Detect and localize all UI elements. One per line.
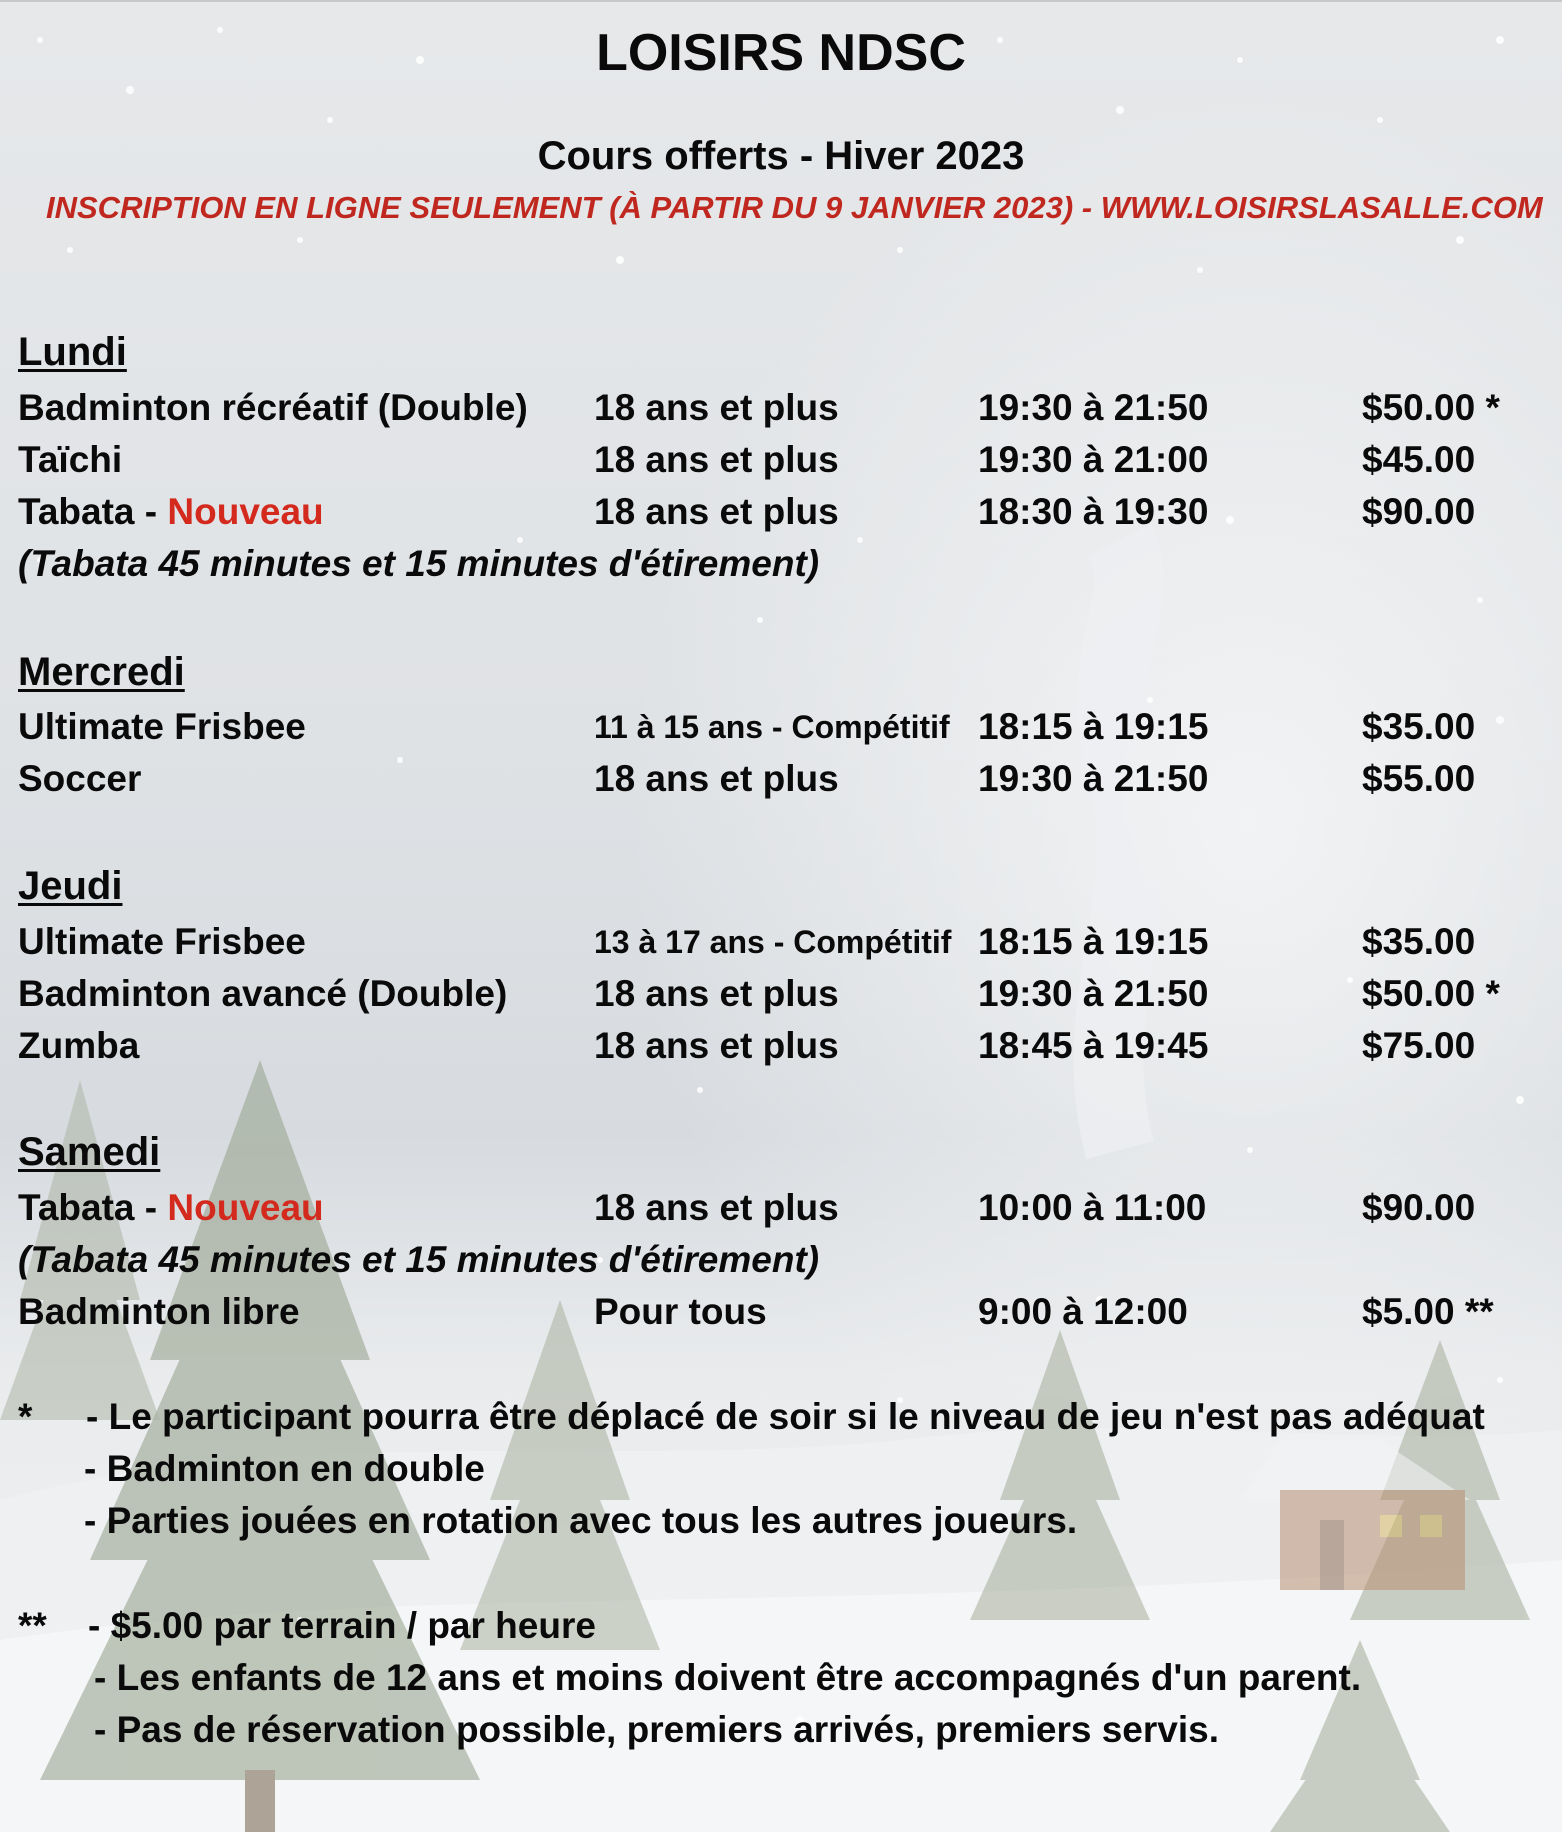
- price: $5.00 **: [1362, 1291, 1494, 1332]
- day-heading-jeudi: Jeudi: [18, 864, 123, 908]
- price: $50.00 *: [1362, 973, 1500, 1014]
- price: $35.00: [1362, 706, 1476, 747]
- activity-name: Tabata -: [18, 1187, 168, 1228]
- price: $75.00: [1362, 1025, 1476, 1066]
- price: $35.00: [1362, 921, 1476, 962]
- age-group: 13 à 17 ans - Compétitif: [594, 924, 952, 960]
- age-group: 18 ans et plus: [594, 439, 839, 480]
- schedule-time: 19:30 à 21:50: [978, 973, 1209, 1014]
- price: $50.00 *: [1362, 387, 1500, 428]
- price: $90.00: [1362, 491, 1476, 532]
- age-group: Pour tous: [594, 1291, 767, 1332]
- page-title: LOISIRS NDSC: [596, 24, 966, 82]
- age-group: 11 à 15 ans - Compétitif: [594, 709, 950, 745]
- age-group: 18 ans et plus: [594, 387, 839, 428]
- schedule-time: 19:30 à 21:50: [978, 387, 1209, 428]
- activity-name: Badminton avancé (Double): [18, 973, 508, 1014]
- footnote-line: - Les enfants de 12 ans et moins doivent être accompagnés d'un parent.: [94, 1657, 1362, 1698]
- age-group: 18 ans et plus: [594, 758, 839, 799]
- footnote-line: - $5.00 par terrain / par heure: [88, 1605, 596, 1646]
- activity-name: Badminton libre: [18, 1291, 300, 1332]
- age-group: 18 ans et plus: [594, 973, 839, 1014]
- activity-name: Soccer: [18, 758, 142, 799]
- activity-name: Ultimate Frisbee: [18, 921, 306, 962]
- activity-name-with-tag: [18, 490, 324, 534]
- registration-notice: INSCRIPTION EN LIGNE SEULEMENT (À PARTIR DU 9 JANVIER 2023) - WWW.LOISIRSLASALLE.COM: [46, 190, 1543, 225]
- schedule-time: 18:15 à 19:15: [978, 706, 1209, 747]
- activity-name: Badminton récréatif (Double): [18, 387, 528, 428]
- activity-name: Tabata -: [18, 491, 168, 532]
- price: $45.00: [1362, 439, 1476, 480]
- schedule-time: 10:00 à 11:00: [978, 1187, 1207, 1228]
- price: $55.00: [1362, 758, 1476, 799]
- age-group: 18 ans et plus: [594, 491, 839, 532]
- schedule-time: 9:00 à 12:00: [978, 1291, 1188, 1332]
- day-heading-mercredi: Mercredi: [18, 650, 185, 694]
- activity-note: (Tabata 45 minutes et 15 minutes d'étirement): [18, 1239, 820, 1280]
- age-group: 18 ans et plus: [594, 1187, 839, 1228]
- footnote-marker: **: [18, 1605, 47, 1646]
- day-heading-samedi: Samedi: [18, 1130, 161, 1174]
- schedule-time: 19:30 à 21:50: [978, 758, 1209, 799]
- page-subtitle: Cours offerts - Hiver 2023: [537, 134, 1025, 178]
- schedule-time: 18:15 à 19:15: [978, 921, 1209, 962]
- footnote-line: - Parties jouées en rotation avec tous les autres joueurs.: [84, 1500, 1078, 1541]
- footnote-line: - Pas de réservation possible, premiers arrivés, premiers servis.: [94, 1709, 1219, 1750]
- activity-note: (Tabata 45 minutes et 15 minutes d'étirement): [18, 543, 820, 584]
- activity-name: Taïchi: [18, 439, 123, 480]
- footnote-marker: *: [18, 1396, 33, 1437]
- activity-name-with-tag: [18, 1186, 324, 1230]
- activity-name: Zumba: [18, 1025, 140, 1066]
- new-tag: Nouveau: [167, 491, 324, 532]
- activity-name: Ultimate Frisbee: [18, 706, 306, 747]
- footnote-line: - Badminton en double: [84, 1448, 485, 1489]
- footnote-line: - Le participant pourra être déplacé de soir si le niveau de jeu n'est pas adéquat: [86, 1396, 1485, 1437]
- schedule-time: 18:30 à 19:30: [978, 491, 1209, 532]
- price: $90.00: [1362, 1187, 1476, 1228]
- schedule-time: 19:30 à 21:00: [978, 439, 1209, 480]
- schedule-time: 18:45 à 19:45: [978, 1025, 1209, 1066]
- new-tag: Nouveau: [167, 1187, 324, 1228]
- age-group: 18 ans et plus: [594, 1025, 839, 1066]
- day-heading-lundi: Lundi: [18, 330, 127, 374]
